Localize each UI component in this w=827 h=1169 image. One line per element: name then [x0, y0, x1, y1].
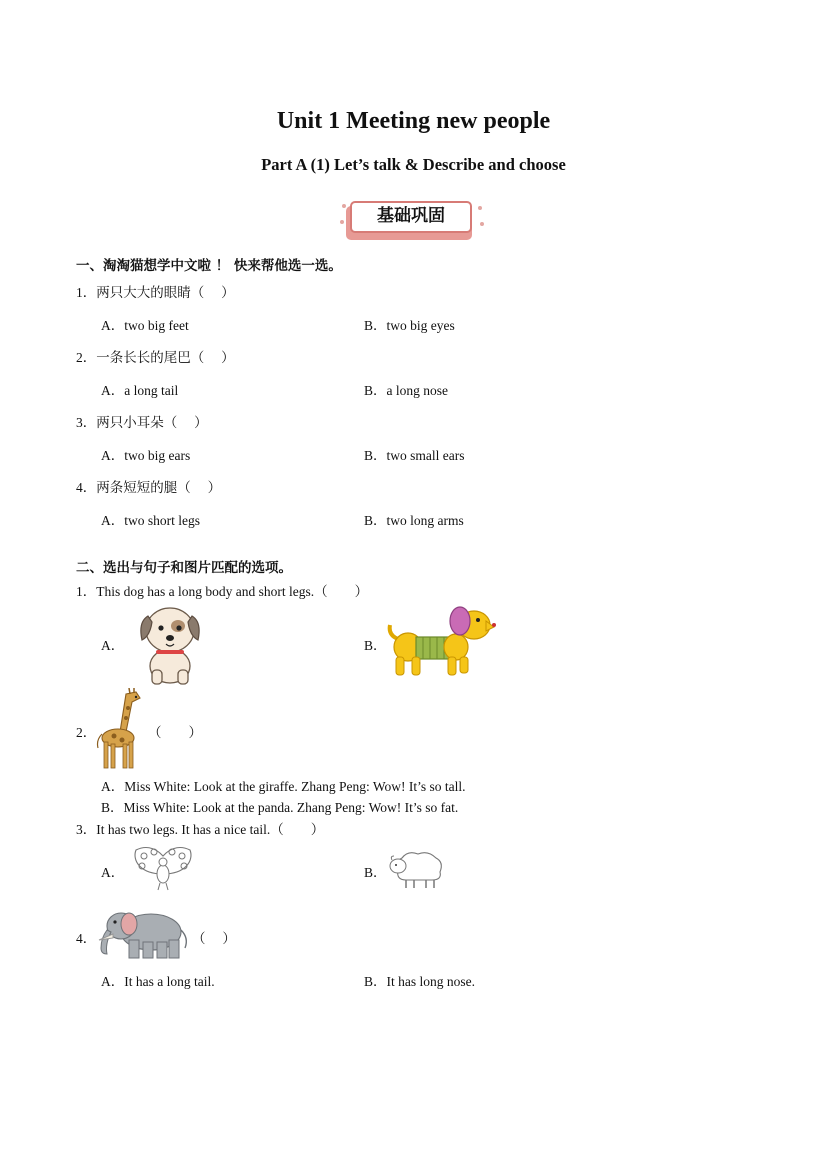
banner-label: 基础巩固 [377, 206, 445, 226]
s2-q3-text: 3．It has two legs. It has a nice tail.（ ） [76, 822, 325, 837]
banner-dot [480, 222, 484, 226]
s1-q3-option-b[interactable]: B．two small ears [364, 448, 465, 463]
s1-q1-option-b[interactable]: B．two big eyes [364, 318, 455, 333]
banner-dot [340, 220, 344, 224]
s2-q4-blank: （ ） [192, 931, 236, 946]
elephant-image [95, 904, 191, 962]
section1-heading: 一、淘淘猫想学中文啦 ！ 快来帮他选一选。 [76, 258, 342, 274]
s1-q2-text: 2．一条长长的尾巴（ ） [76, 350, 235, 365]
s2-q2-number: 2． [76, 725, 97, 740]
s1-q1-option-a[interactable]: A．two big feet [101, 318, 189, 333]
s1-q3-text: 3．两只小耳朵（ ） [76, 415, 208, 430]
s2-q1-option-a[interactable]: A． [101, 638, 125, 653]
peacock-image [130, 844, 196, 892]
sheep-image [388, 848, 446, 890]
s1-q2-option-a[interactable]: A．a long tail [101, 383, 179, 398]
banner-dot [342, 204, 346, 208]
s2-q2-option-b[interactable]: B．Miss White: Look at the panda. Zhang Peng: Wow! It’s so fat. [101, 800, 459, 815]
s2-q4-number: 4． [76, 931, 97, 946]
s2-q2-option-a[interactable]: A．Miss White: Look at the giraffe. Zhang Peng: Wow! It’s so tall. [101, 779, 466, 794]
s1-q4-option-b[interactable]: B．two long arms [364, 513, 464, 528]
s1-q3-option-a[interactable]: A．two big ears [101, 448, 191, 463]
s2-q4-option-b[interactable]: B．It has long nose. [364, 974, 475, 989]
s1-q2-option-b[interactable]: B．a long nose [364, 383, 448, 398]
s2-q1-text: 1．This dog has a long body and short legs.（ ） [76, 584, 369, 599]
section-banner [342, 198, 482, 244]
section2-heading: 二、选出与句子和图片匹配的选项。 [76, 560, 292, 576]
s1-q1-text: 1．两只大大的眼睛（ ） [76, 285, 235, 300]
puppy-image [138, 600, 202, 686]
s2-q1-option-b[interactable]: B． [364, 638, 387, 653]
s1-q4-option-a[interactable]: A．two short legs [101, 513, 200, 528]
s2-q3-option-b[interactable]: B． [364, 865, 387, 880]
banner-dot [478, 206, 482, 210]
s2-q2-blank: （ ） [148, 725, 202, 740]
toy-dog-image [386, 603, 496, 679]
page-title: Unit 1 Meeting new people [276, 108, 551, 134]
page-subtitle: Part A (1) Let’s talk & Describe and choose [261, 155, 566, 174]
s2-q3-option-a[interactable]: A． [101, 865, 125, 880]
s1-q4-text: 4．两条短短的腿（ ） [76, 480, 222, 495]
s2-q4-option-a[interactable]: A．It has a long tail. [101, 974, 215, 989]
giraffe-image [96, 688, 146, 770]
